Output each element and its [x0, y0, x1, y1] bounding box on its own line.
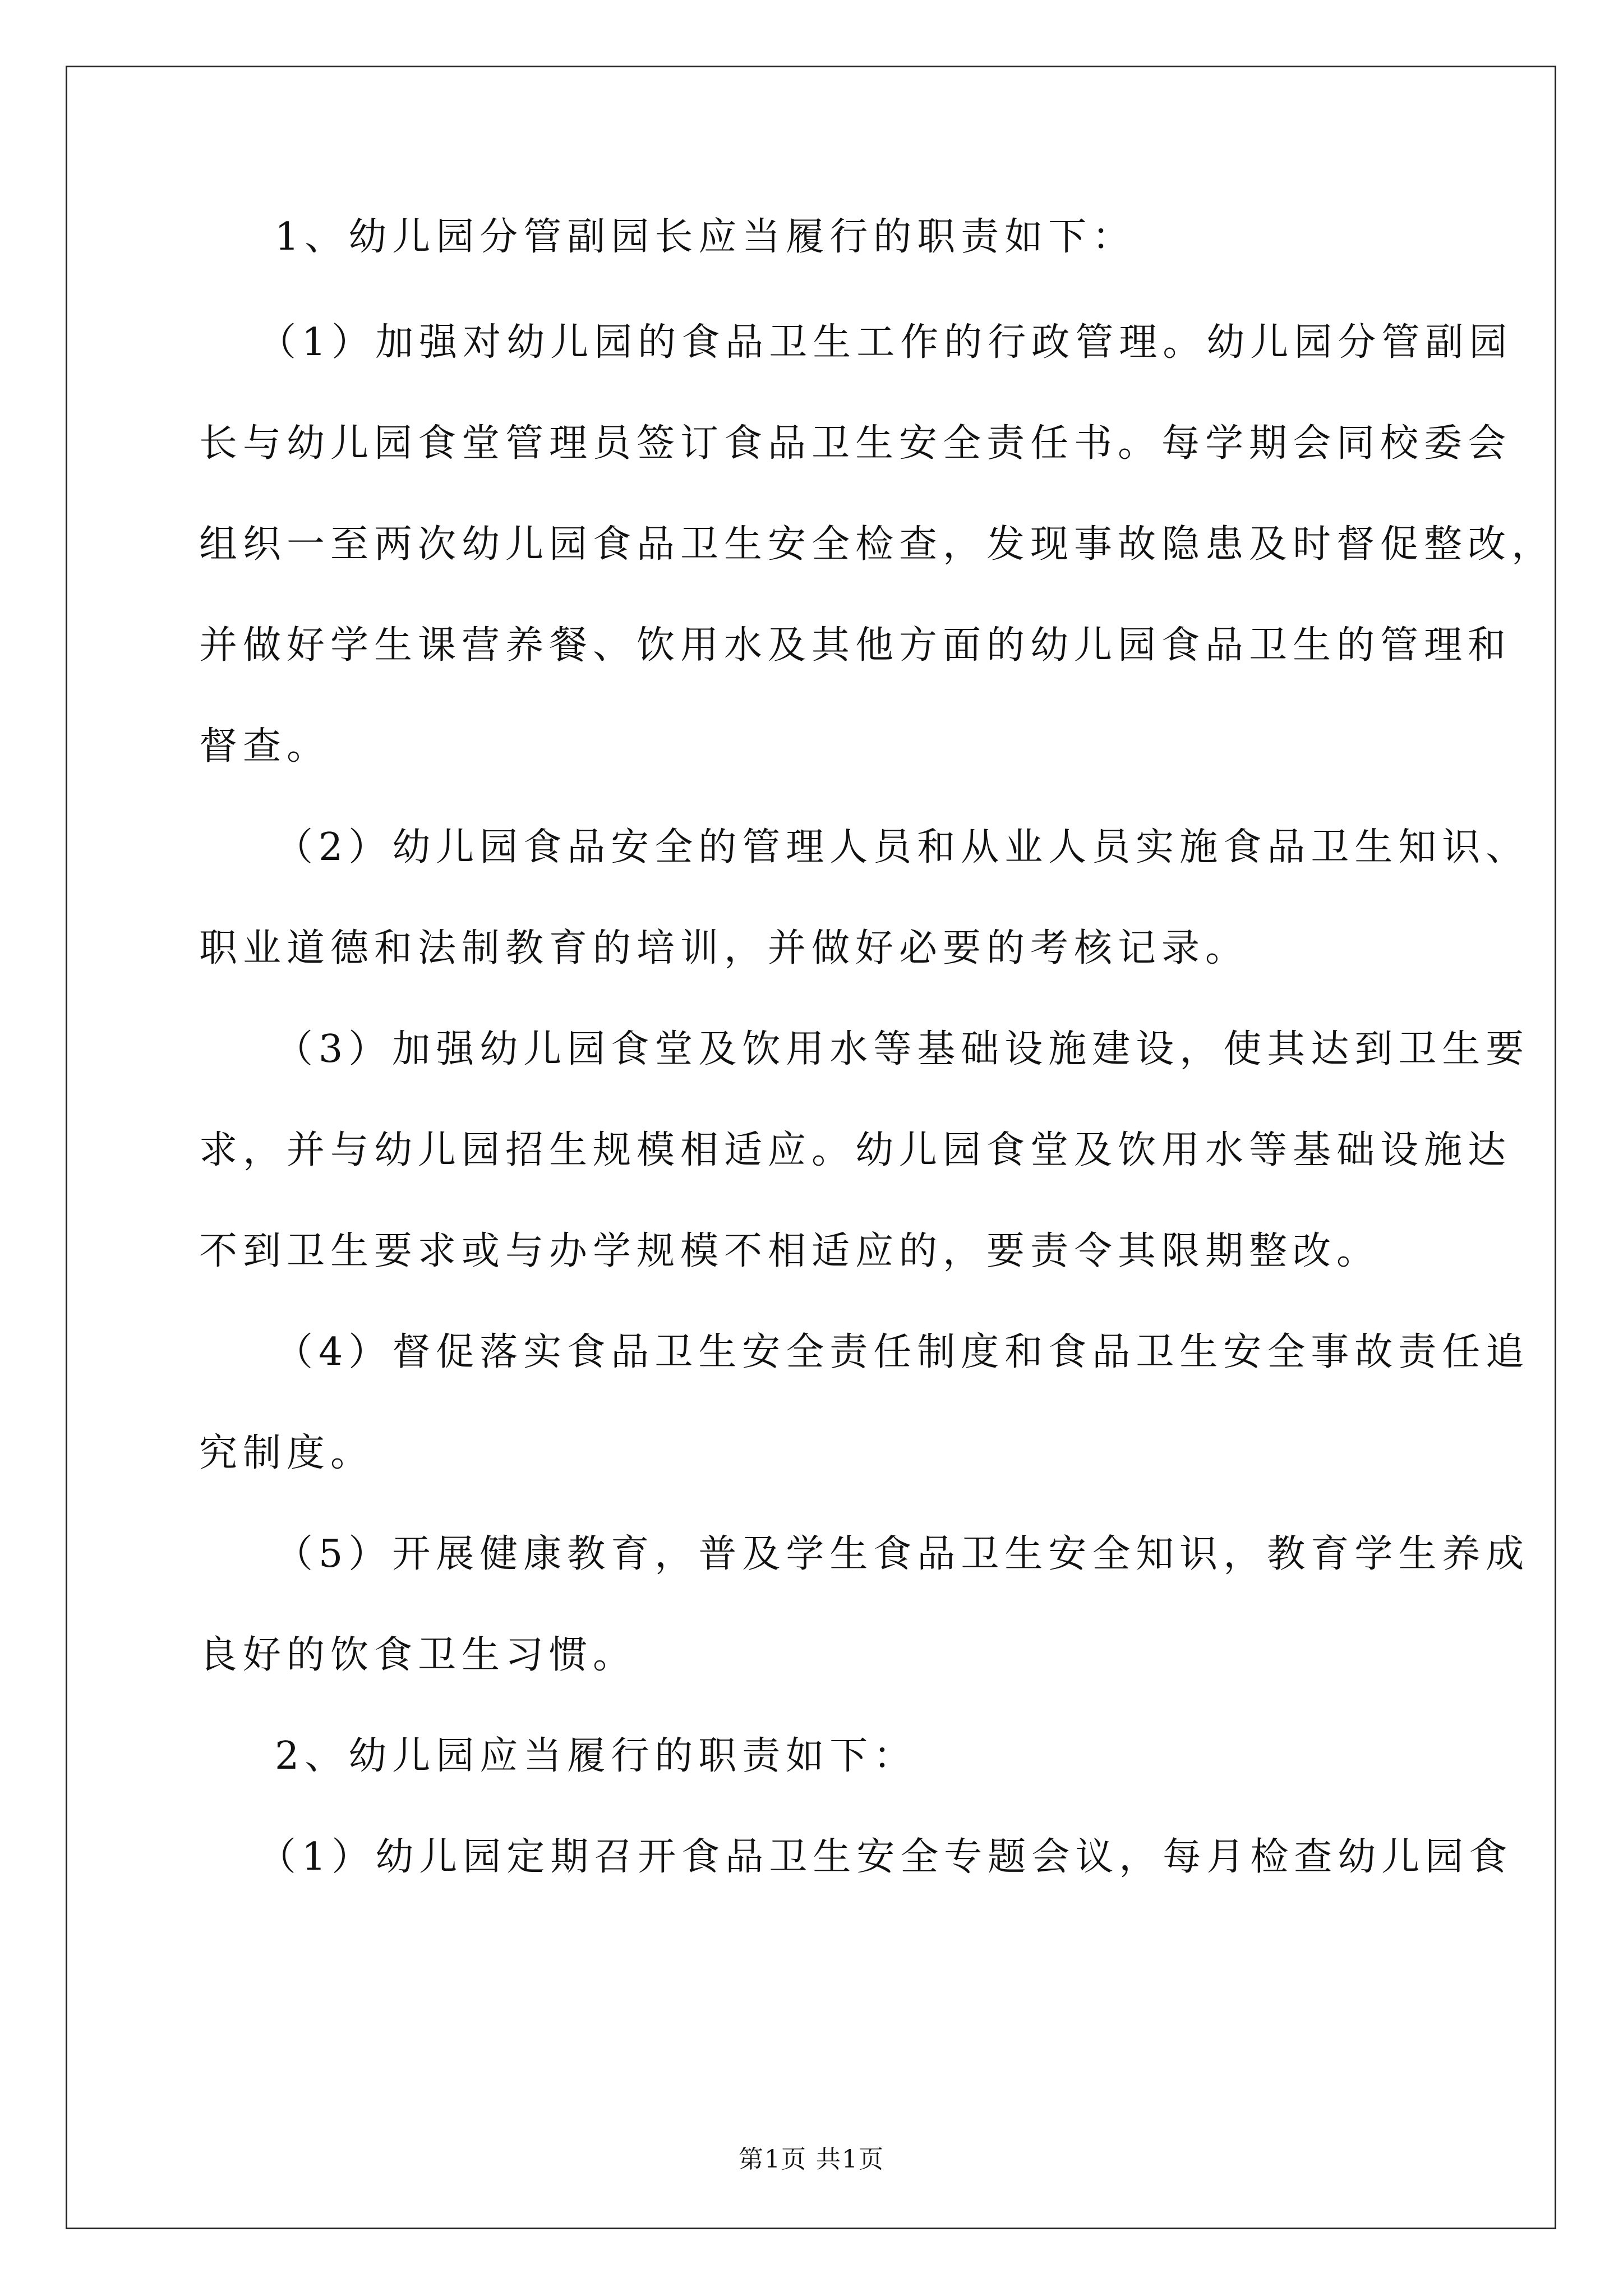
paragraph-line: （2）幼儿园食品安全的管理人员和从业人员实施食品卫生知识、 [275, 825, 1530, 869]
paragraph-line: 并做好学生课营养餐、饮用水及其他方面的幼儿园食品卫生的管理和 [199, 623, 1512, 668]
paragraph-line: （3）加强幼儿园食堂及饮用水等基础设施建设，使其达到卫生要 [275, 1027, 1530, 1071]
paragraph-line: （4）督促落实食品卫生安全责任制度和食品卫生安全事故责任追 [275, 1330, 1530, 1374]
paragraph-line: 督查。 [199, 724, 331, 769]
page-number-footer: 第1页 共1页 [739, 2145, 884, 2174]
paragraph-line: 究制度。 [199, 1431, 375, 1475]
paragraph-line: 良好的饮食卫生习惯。 [199, 1633, 637, 1677]
paragraph-line: 组织一至两次幼儿园食品卫生安全检查，发现事故隐患及时督促整改， [199, 522, 1556, 567]
paragraph-line: （1）幼儿园定期召开食品卫生安全专题会议，每月检查幼儿园食 [258, 1835, 1513, 1879]
paragraph-line: 职业道德和法制教育的培训，并做好必要的考核记录。 [199, 926, 1249, 970]
section-heading-2: 2、幼儿园应当履行的职责如下： [275, 1734, 917, 1778]
paragraph-line: 长与幼儿园食堂管理员签订食品卫生安全责任书。每学期会同校委会 [199, 421, 1512, 466]
paragraph-line: 不到卫生要求或与办学规模不相适应的，要责令其限期整改。 [199, 1229, 1381, 1273]
paragraph-line: （5）开展健康教育，普及学生食品卫生安全知识，教育学生养成 [275, 1532, 1530, 1576]
section-heading-1: 1、幼儿园分管副园长应当履行的职责如下： [275, 215, 1136, 259]
paragraph-line: 求，并与幼儿园招生规模相适应。幼儿园食堂及饮用水等基础设施达 [199, 1128, 1512, 1172]
paragraph-line: （1）加强对幼儿园的食品卫生工作的行政管理。幼儿园分管副园 [258, 320, 1513, 365]
